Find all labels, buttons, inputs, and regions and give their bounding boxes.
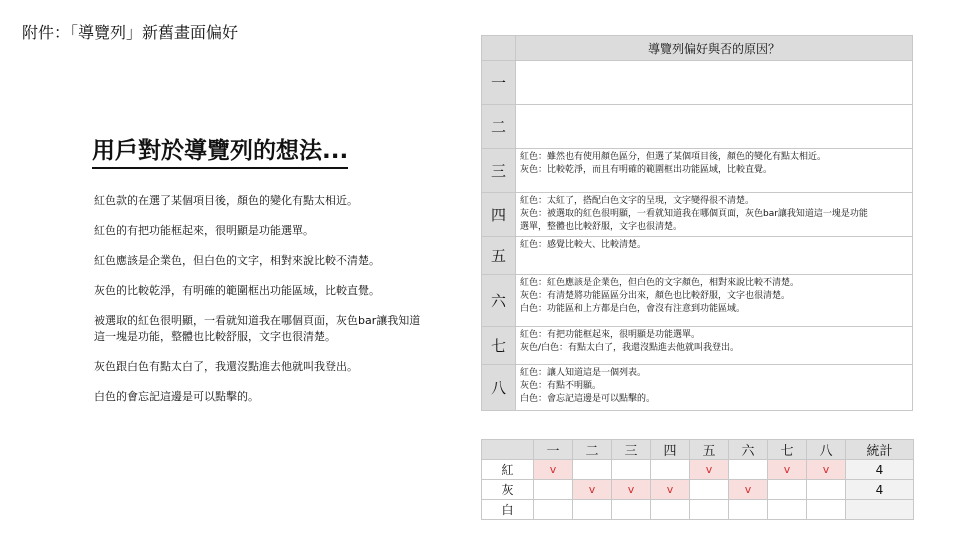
reason-row-label: 四 <box>482 193 516 237</box>
tally-column-header: 四 <box>651 440 690 460</box>
reason-cell <box>516 275 913 327</box>
reason-table <box>481 35 913 411</box>
reason-row <box>482 327 913 365</box>
tally-mark-cell: v <box>807 460 846 480</box>
reason-cell <box>516 149 913 193</box>
reason-line: 紅色：雖然也有使用顏色區分，但選了某個項目後，顏色的變化有點太相近。 <box>520 152 827 162</box>
tally-empty-cell <box>612 500 651 520</box>
tally-row <box>482 480 914 500</box>
reason-row-label: 七 <box>482 327 516 365</box>
tally-total-cell: 4 <box>846 480 914 500</box>
reason-cell <box>516 105 913 149</box>
note-item: 灰色的比較乾淨，有明確的範圍框出功能區域，比較直覺。 <box>94 284 380 297</box>
reason-row <box>482 275 913 327</box>
reason-cell <box>516 61 913 105</box>
reason-row-label: 一 <box>482 61 516 105</box>
tally-column-header: 八 <box>807 440 846 460</box>
reason-table-corner <box>482 36 516 61</box>
tally-column-header: 二 <box>573 440 612 460</box>
note-item: 紅色的有把功能框起來，很明顯是功能選單。 <box>94 224 314 237</box>
reason-line: 紅色：有把功能框起來，很明顯是功能選單。 <box>520 330 701 340</box>
reason-row-label: 三 <box>482 149 516 193</box>
tally-row-label: 白 <box>482 500 534 520</box>
tally-empty-cell <box>651 500 690 520</box>
tally-column-header: 六 <box>729 440 768 460</box>
reason-line: 灰色/白色：有點太白了，我還沒點進去他就叫我登出。 <box>520 343 740 353</box>
tally-empty-cell <box>534 500 573 520</box>
notes-list <box>94 193 424 419</box>
reason-line: 紅色：紅色應該是企業色，但白色的文字顏色，相對來說比較不清楚。 <box>520 278 800 288</box>
tally-total-header: 統計 <box>846 440 914 460</box>
tally-empty-cell <box>690 500 729 520</box>
reason-line: 灰色：有點不明顯。 <box>520 381 602 391</box>
reason-row <box>482 149 913 193</box>
tally-mark-cell: v <box>768 460 807 480</box>
reason-line: 紅色：讓人知道這是一個列表。 <box>520 368 647 378</box>
reason-line: 灰色：被選取的紅色很明顯，一看就知道我在哪個頁面，灰色bar讓我知道這一塊是功能 <box>520 209 868 219</box>
reason-line: 灰色：有清楚將功能區區分出來，顏色也比較舒服，文字也很清楚。 <box>520 291 791 301</box>
tally-empty-cell <box>573 500 612 520</box>
tally-empty-cell <box>729 500 768 520</box>
reason-row <box>482 105 913 149</box>
tally-mark-cell: v <box>690 460 729 480</box>
tally-empty-cell <box>807 500 846 520</box>
note-item: 被選取的紅色很明顯，一看就知道我在哪個頁面，灰色bar讓我知道這一塊是功能，整體也比較舒服，文字也很清楚。 <box>94 314 421 343</box>
reason-cell <box>516 327 913 365</box>
tally-row <box>482 460 914 480</box>
tally-total-cell <box>846 500 914 520</box>
tally-empty-cell <box>768 480 807 500</box>
reason-row-label: 二 <box>482 105 516 149</box>
reason-row-label: 五 <box>482 237 516 275</box>
reason-row-label: 八 <box>482 365 516 411</box>
tally-column-header: 三 <box>612 440 651 460</box>
reason-cell <box>516 193 913 237</box>
tally-row <box>482 500 914 520</box>
tally-row-label: 紅 <box>482 460 534 480</box>
tally-column-header: 七 <box>768 440 807 460</box>
reason-line: 白色：會忘記這邊是可以點擊的。 <box>520 394 656 404</box>
tally-empty-cell <box>729 460 768 480</box>
tally-mark-cell: v <box>534 460 573 480</box>
reason-cell <box>516 365 913 411</box>
tally-empty-cell <box>768 500 807 520</box>
reason-cell <box>516 237 913 275</box>
reason-table-header: 導覽列偏好與否的原因？ <box>516 36 913 61</box>
reason-line: 紅色：感覺比較大、比較清楚。 <box>520 240 647 250</box>
tally-column-header: 一 <box>534 440 573 460</box>
reason-line: 選單，整體也比較舒服，文字也很清楚。 <box>520 222 683 232</box>
reason-line: 白色：功能區和上方都是白色，會沒有注意到功能區域。 <box>520 304 746 314</box>
tally-corner <box>482 440 534 460</box>
tally-empty-cell <box>612 460 651 480</box>
tally-column-header: 五 <box>690 440 729 460</box>
tally-total-cell: 4 <box>846 460 914 480</box>
reason-line: 灰色：比較乾淨，而且有明確的範圍框出功能區域，比較直覺。 <box>520 165 773 175</box>
tally-mark-cell: v <box>612 480 651 500</box>
section-heading: 用戶對於導覽列的想法... <box>92 132 348 169</box>
reason-row <box>482 237 913 275</box>
page-title: 附件：「導覽列」新舊畫面偏好 <box>22 23 239 42</box>
reason-row <box>482 193 913 237</box>
tally-mark-cell: v <box>573 480 612 500</box>
note-item: 白色的會忘記這邊是可以點擊的。 <box>94 390 259 403</box>
reason-row <box>482 365 913 411</box>
tally-mark-cell: v <box>729 480 768 500</box>
tally-empty-cell <box>573 460 612 480</box>
reason-row-label: 六 <box>482 275 516 327</box>
tally-table <box>481 439 914 520</box>
tally-empty-cell <box>651 460 690 480</box>
tally-mark-cell: v <box>651 480 690 500</box>
note-item: 紅色應該是企業色，但白色的文字，相對來說比較不清楚。 <box>94 254 380 267</box>
reason-row <box>482 61 913 105</box>
note-item: 紅色款的在選了某個項目後，顏色的變化有點太相近。 <box>94 194 358 207</box>
tally-empty-cell <box>534 480 573 500</box>
reason-line: 紅色：太紅了，搭配白色文字的呈現，文字變得很不清楚。 <box>520 196 755 206</box>
tally-row-label: 灰 <box>482 480 534 500</box>
note-item: 灰色跟白色有點太白了，我還沒點進去他就叫我登出。 <box>94 360 358 373</box>
tally-empty-cell <box>690 480 729 500</box>
tally-empty-cell <box>807 480 846 500</box>
